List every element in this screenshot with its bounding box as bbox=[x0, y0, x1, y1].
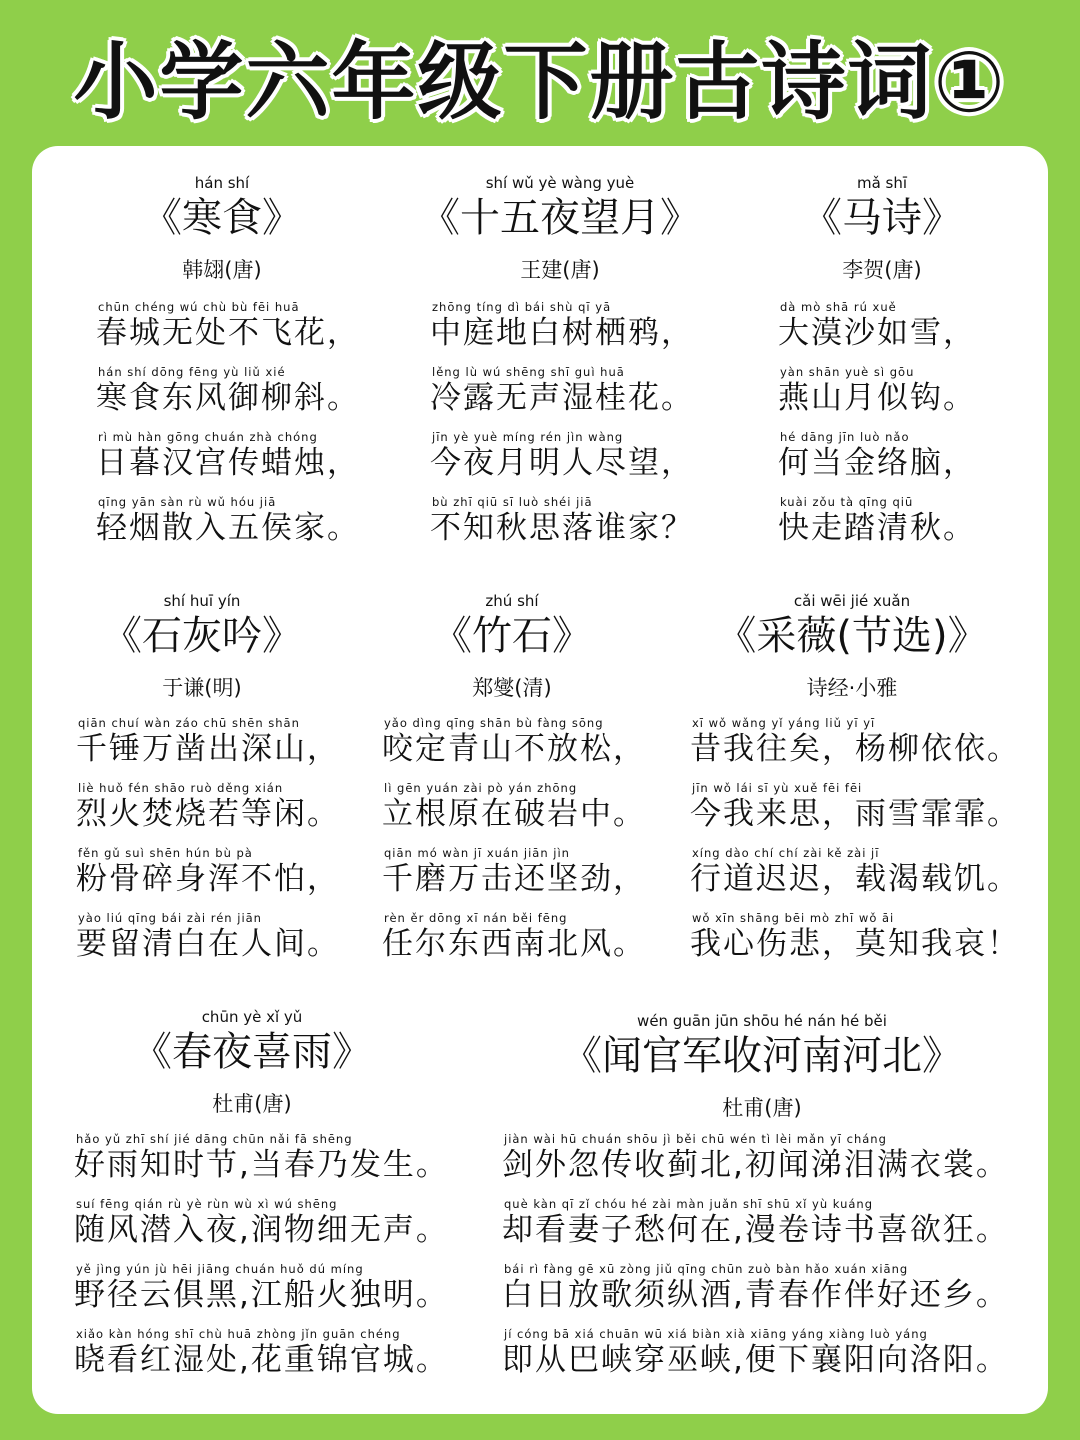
poem-title bbox=[42, 1008, 462, 1075]
poem-title-text: 《闻官军收河南河北》 bbox=[562, 1033, 962, 1079]
poem-author: 李贺(唐) bbox=[842, 258, 922, 282]
line-text: 寒食东风御柳斜。 bbox=[96, 379, 360, 416]
line-text: 立根原在破岩中。 bbox=[382, 795, 646, 832]
poem-ma-shi bbox=[752, 146, 1012, 546]
poem-title-text: 《竹石》 bbox=[432, 613, 592, 659]
poem-line bbox=[690, 718, 1020, 765]
line-pinyin: liè huǒ fén shāo ruò děng xián bbox=[78, 781, 284, 795]
line-pinyin: jīn yè yuè míng rén jìn wàng bbox=[432, 430, 624, 444]
line-text: 却看妻子愁何在,漫卷诗书喜欲狂。 bbox=[502, 1211, 1009, 1248]
line-text: 千磨万击还坚劲， bbox=[382, 860, 646, 897]
line-text: 今夜月明人尽望， bbox=[430, 444, 694, 481]
poem-title bbox=[52, 592, 352, 659]
line-text: 咬定青山不放松， bbox=[382, 730, 646, 767]
line-text: 白日放歌须纵酒,青春作伴好还乡。 bbox=[502, 1276, 1009, 1313]
poem-han-shi bbox=[72, 146, 372, 546]
line-pinyin: hé dāng jīn luò nǎo bbox=[780, 430, 910, 444]
line-pinyin: jí cóng bā xiá chuān wū xiá biàn xià xiāng yáng xiàng luò yáng bbox=[504, 1327, 928, 1341]
line-pinyin: yě jìng yún jù hēi jiāng chuán huǒ dú míng bbox=[76, 1262, 364, 1276]
page-title: 小学六年级下册古诗词① bbox=[73, 32, 1007, 131]
poem-zhu-shi bbox=[362, 564, 662, 964]
line-text: 任尔东西南北风。 bbox=[382, 925, 646, 962]
poem-line bbox=[382, 913, 646, 960]
line-text: 昔我往矣，杨柳依依。 bbox=[690, 730, 1020, 767]
line-pinyin: qiān chuí wàn záo chū shēn shān bbox=[78, 716, 300, 730]
line-pinyin: hǎo yǔ zhī shí jié dāng chūn nǎi fā shēng bbox=[76, 1132, 353, 1146]
poem-line bbox=[382, 783, 646, 830]
line-text: 今我来思，雨雪霏霏。 bbox=[690, 795, 1020, 832]
poem-cai-wei bbox=[682, 564, 1022, 964]
poem-line bbox=[778, 302, 976, 349]
poem-shi-wu-ye-wang-yue bbox=[410, 146, 710, 546]
poem-title-pinyin: wén guān jūn shōu hé nán hé běi bbox=[637, 1012, 887, 1030]
poem-title-pinyin: hán shí bbox=[194, 174, 250, 192]
poem-line bbox=[430, 497, 694, 544]
poem-line bbox=[74, 1264, 449, 1311]
line-pinyin: dà mò shā rú xuě bbox=[780, 300, 897, 314]
line-pinyin: hán shí dōng fēng yù liǔ xié bbox=[98, 365, 286, 379]
poem-author: 韩翃(唐) bbox=[182, 258, 262, 282]
poem-line bbox=[76, 783, 340, 830]
line-pinyin: fěn gǔ suì shēn hún bù pà bbox=[78, 846, 253, 860]
line-pinyin: jīn wǒ lái sī yù xuě fēi fēi bbox=[692, 781, 863, 795]
line-text: 不知秋思落谁家？ bbox=[430, 509, 694, 546]
poem-line bbox=[76, 913, 340, 960]
line-pinyin: bái rì fàng gē xū zòng jiǔ qīng chūn zuò bàn hǎo xuán xiāng bbox=[504, 1262, 909, 1276]
line-pinyin: rèn ěr dōng xī nán běi fēng bbox=[384, 911, 568, 925]
poem-line bbox=[96, 367, 360, 414]
line-text: 快走踏清秋。 bbox=[778, 509, 976, 546]
poem-line bbox=[690, 913, 1020, 960]
poem-title-pinyin: mǎ shī bbox=[856, 174, 908, 192]
line-text: 日暮汉宫传蜡烛， bbox=[96, 444, 360, 481]
poem-author: 于谦(明) bbox=[162, 676, 242, 700]
line-text: 野径云俱黑,江船火独明。 bbox=[74, 1276, 449, 1313]
line-pinyin: lì gēn yuán zài pò yán zhōng bbox=[384, 781, 578, 795]
poem-title-pinyin: shí huī yín bbox=[163, 592, 241, 610]
poem-title-text: 《寒食》 bbox=[142, 195, 302, 241]
poem-line bbox=[382, 848, 646, 895]
line-text: 千锤万凿出深山， bbox=[76, 730, 340, 767]
poem-line bbox=[430, 432, 694, 479]
poem-author: 王建(唐) bbox=[520, 258, 600, 282]
line-pinyin: suí fēng qián rù yè rùn wù xì wú shēng bbox=[76, 1197, 338, 1211]
poem-title bbox=[492, 1012, 1032, 1079]
line-pinyin: rì mù hàn gōng chuán zhà chóng bbox=[98, 430, 318, 444]
line-text: 剑外忽传收蓟北,初闻涕泪满衣裳。 bbox=[502, 1146, 1009, 1183]
poem-line bbox=[502, 1329, 1009, 1376]
line-pinyin: qīng yān sàn rù wǔ hóu jiā bbox=[98, 495, 277, 509]
poem-title-text: 《春夜喜雨》 bbox=[132, 1029, 372, 1075]
poem-line bbox=[76, 848, 340, 895]
poem-chun-ye-xi-yu bbox=[42, 984, 462, 1404]
line-pinyin: jiàn wài hū chuán shōu jì běi chū wén tì lèi mǎn yī cháng bbox=[504, 1132, 887, 1146]
poem-wen-guan-jun bbox=[492, 984, 1032, 1404]
line-pinyin: què kàn qī zǐ chóu hé zài màn juǎn shī shū xǐ yù kuáng bbox=[504, 1197, 874, 1211]
poem-line bbox=[382, 718, 646, 765]
poem-shi-hui-yin bbox=[52, 564, 352, 964]
poem-title-pinyin: chūn yè xǐ yǔ bbox=[201, 1008, 303, 1026]
line-text: 我心伤悲，莫知我哀！ bbox=[690, 925, 1020, 962]
poem-title-pinyin: zhú shí bbox=[485, 592, 539, 610]
poem-line bbox=[74, 1199, 449, 1246]
poem-line bbox=[74, 1329, 449, 1376]
line-pinyin: xíng dào chí chí zài kě zài jī bbox=[692, 846, 880, 860]
line-pinyin: bù zhī qiū sī luò shéi jiā bbox=[432, 495, 593, 509]
line-text: 粉骨碎身浑不怕， bbox=[76, 860, 340, 897]
poem-line bbox=[690, 783, 1020, 830]
poem-title bbox=[682, 592, 1022, 659]
poem-line bbox=[502, 1199, 1009, 1246]
poem-line bbox=[96, 432, 360, 479]
line-pinyin: qiān mó wàn jī xuán jiān jìn bbox=[384, 846, 570, 860]
poem-author: 诗经·小雅 bbox=[806, 676, 898, 700]
poem-author: 杜甫(唐) bbox=[722, 1096, 802, 1120]
poem-card bbox=[32, 146, 1048, 1414]
line-text: 随风潜入夜,润物细无声。 bbox=[74, 1211, 449, 1248]
line-text: 中庭地白树栖鸦， bbox=[430, 314, 694, 351]
poem-title bbox=[752, 174, 1012, 241]
poem-title bbox=[72, 174, 372, 241]
poem-line bbox=[74, 1134, 449, 1181]
poem-line bbox=[430, 302, 694, 349]
line-text: 好雨知时节,当春乃发生。 bbox=[74, 1146, 449, 1183]
poem-line bbox=[690, 848, 1020, 895]
poem-title-text: 《马诗》 bbox=[802, 195, 962, 241]
line-text: 燕山月似钩。 bbox=[778, 379, 976, 416]
line-text: 大漠沙如雪， bbox=[778, 314, 976, 351]
line-text: 何当金络脑， bbox=[778, 444, 976, 481]
line-pinyin: chūn chéng wú chù bù fēi huā bbox=[98, 300, 300, 314]
line-pinyin: yào liú qīng bái zài rén jiān bbox=[78, 911, 262, 925]
poem-line bbox=[778, 432, 976, 479]
line-pinyin: xiǎo kàn hóng shī chù huā zhòng jǐn guān chéng bbox=[76, 1327, 401, 1341]
poem-title bbox=[362, 592, 662, 659]
poem-title-pinyin: cǎi wēi jié xuǎn bbox=[793, 592, 911, 610]
poem-author: 郑燮(清) bbox=[472, 676, 552, 700]
line-pinyin: wǒ xīn shāng bēi mò zhī wǒ āi bbox=[692, 911, 895, 925]
poem-title-text: 《石灰吟》 bbox=[102, 613, 302, 659]
poem-line bbox=[76, 718, 340, 765]
poem-line bbox=[778, 367, 976, 414]
line-text: 要留清白在人间。 bbox=[76, 925, 340, 962]
poem-title bbox=[410, 174, 710, 241]
line-pinyin: zhōng tíng dì bái shù qī yā bbox=[432, 300, 612, 314]
poem-line bbox=[502, 1264, 1009, 1311]
line-pinyin: yǎo dìng qīng shān bù fàng sōng bbox=[384, 716, 604, 730]
poem-line bbox=[96, 302, 360, 349]
line-text: 冷露无声湿桂花。 bbox=[430, 379, 694, 416]
line-text: 晓看红湿处,花重锦官城。 bbox=[74, 1341, 449, 1378]
line-pinyin: xī wǒ wǎng yǐ yáng liǔ yī yī bbox=[692, 716, 876, 730]
line-text: 烈火焚烧若等闲。 bbox=[76, 795, 340, 832]
line-text: 轻烟散入五侯家。 bbox=[96, 509, 360, 546]
line-pinyin: lěng lù wú shēng shī guì huā bbox=[432, 365, 625, 379]
line-text: 行道迟迟，载渴载饥。 bbox=[690, 860, 1020, 897]
line-text: 即从巴峡穿巫峡,便下襄阳向洛阳。 bbox=[502, 1341, 1009, 1378]
poem-line bbox=[502, 1134, 1009, 1181]
poem-title-pinyin: shí wǔ yè wàng yuè bbox=[485, 174, 635, 192]
line-pinyin: yàn shān yuè sì gōu bbox=[780, 365, 915, 379]
poem-line bbox=[778, 497, 976, 544]
poem-title-text: 《十五夜望月》 bbox=[420, 195, 700, 241]
poem-line bbox=[96, 497, 360, 544]
poem-line bbox=[430, 367, 694, 414]
poem-author: 杜甫(唐) bbox=[212, 1092, 292, 1116]
line-text: 春城无处不飞花， bbox=[96, 314, 360, 351]
line-pinyin: kuài zǒu tà qīng qiū bbox=[780, 495, 914, 509]
poem-title-text: 《采薇(节选)》 bbox=[716, 613, 988, 659]
